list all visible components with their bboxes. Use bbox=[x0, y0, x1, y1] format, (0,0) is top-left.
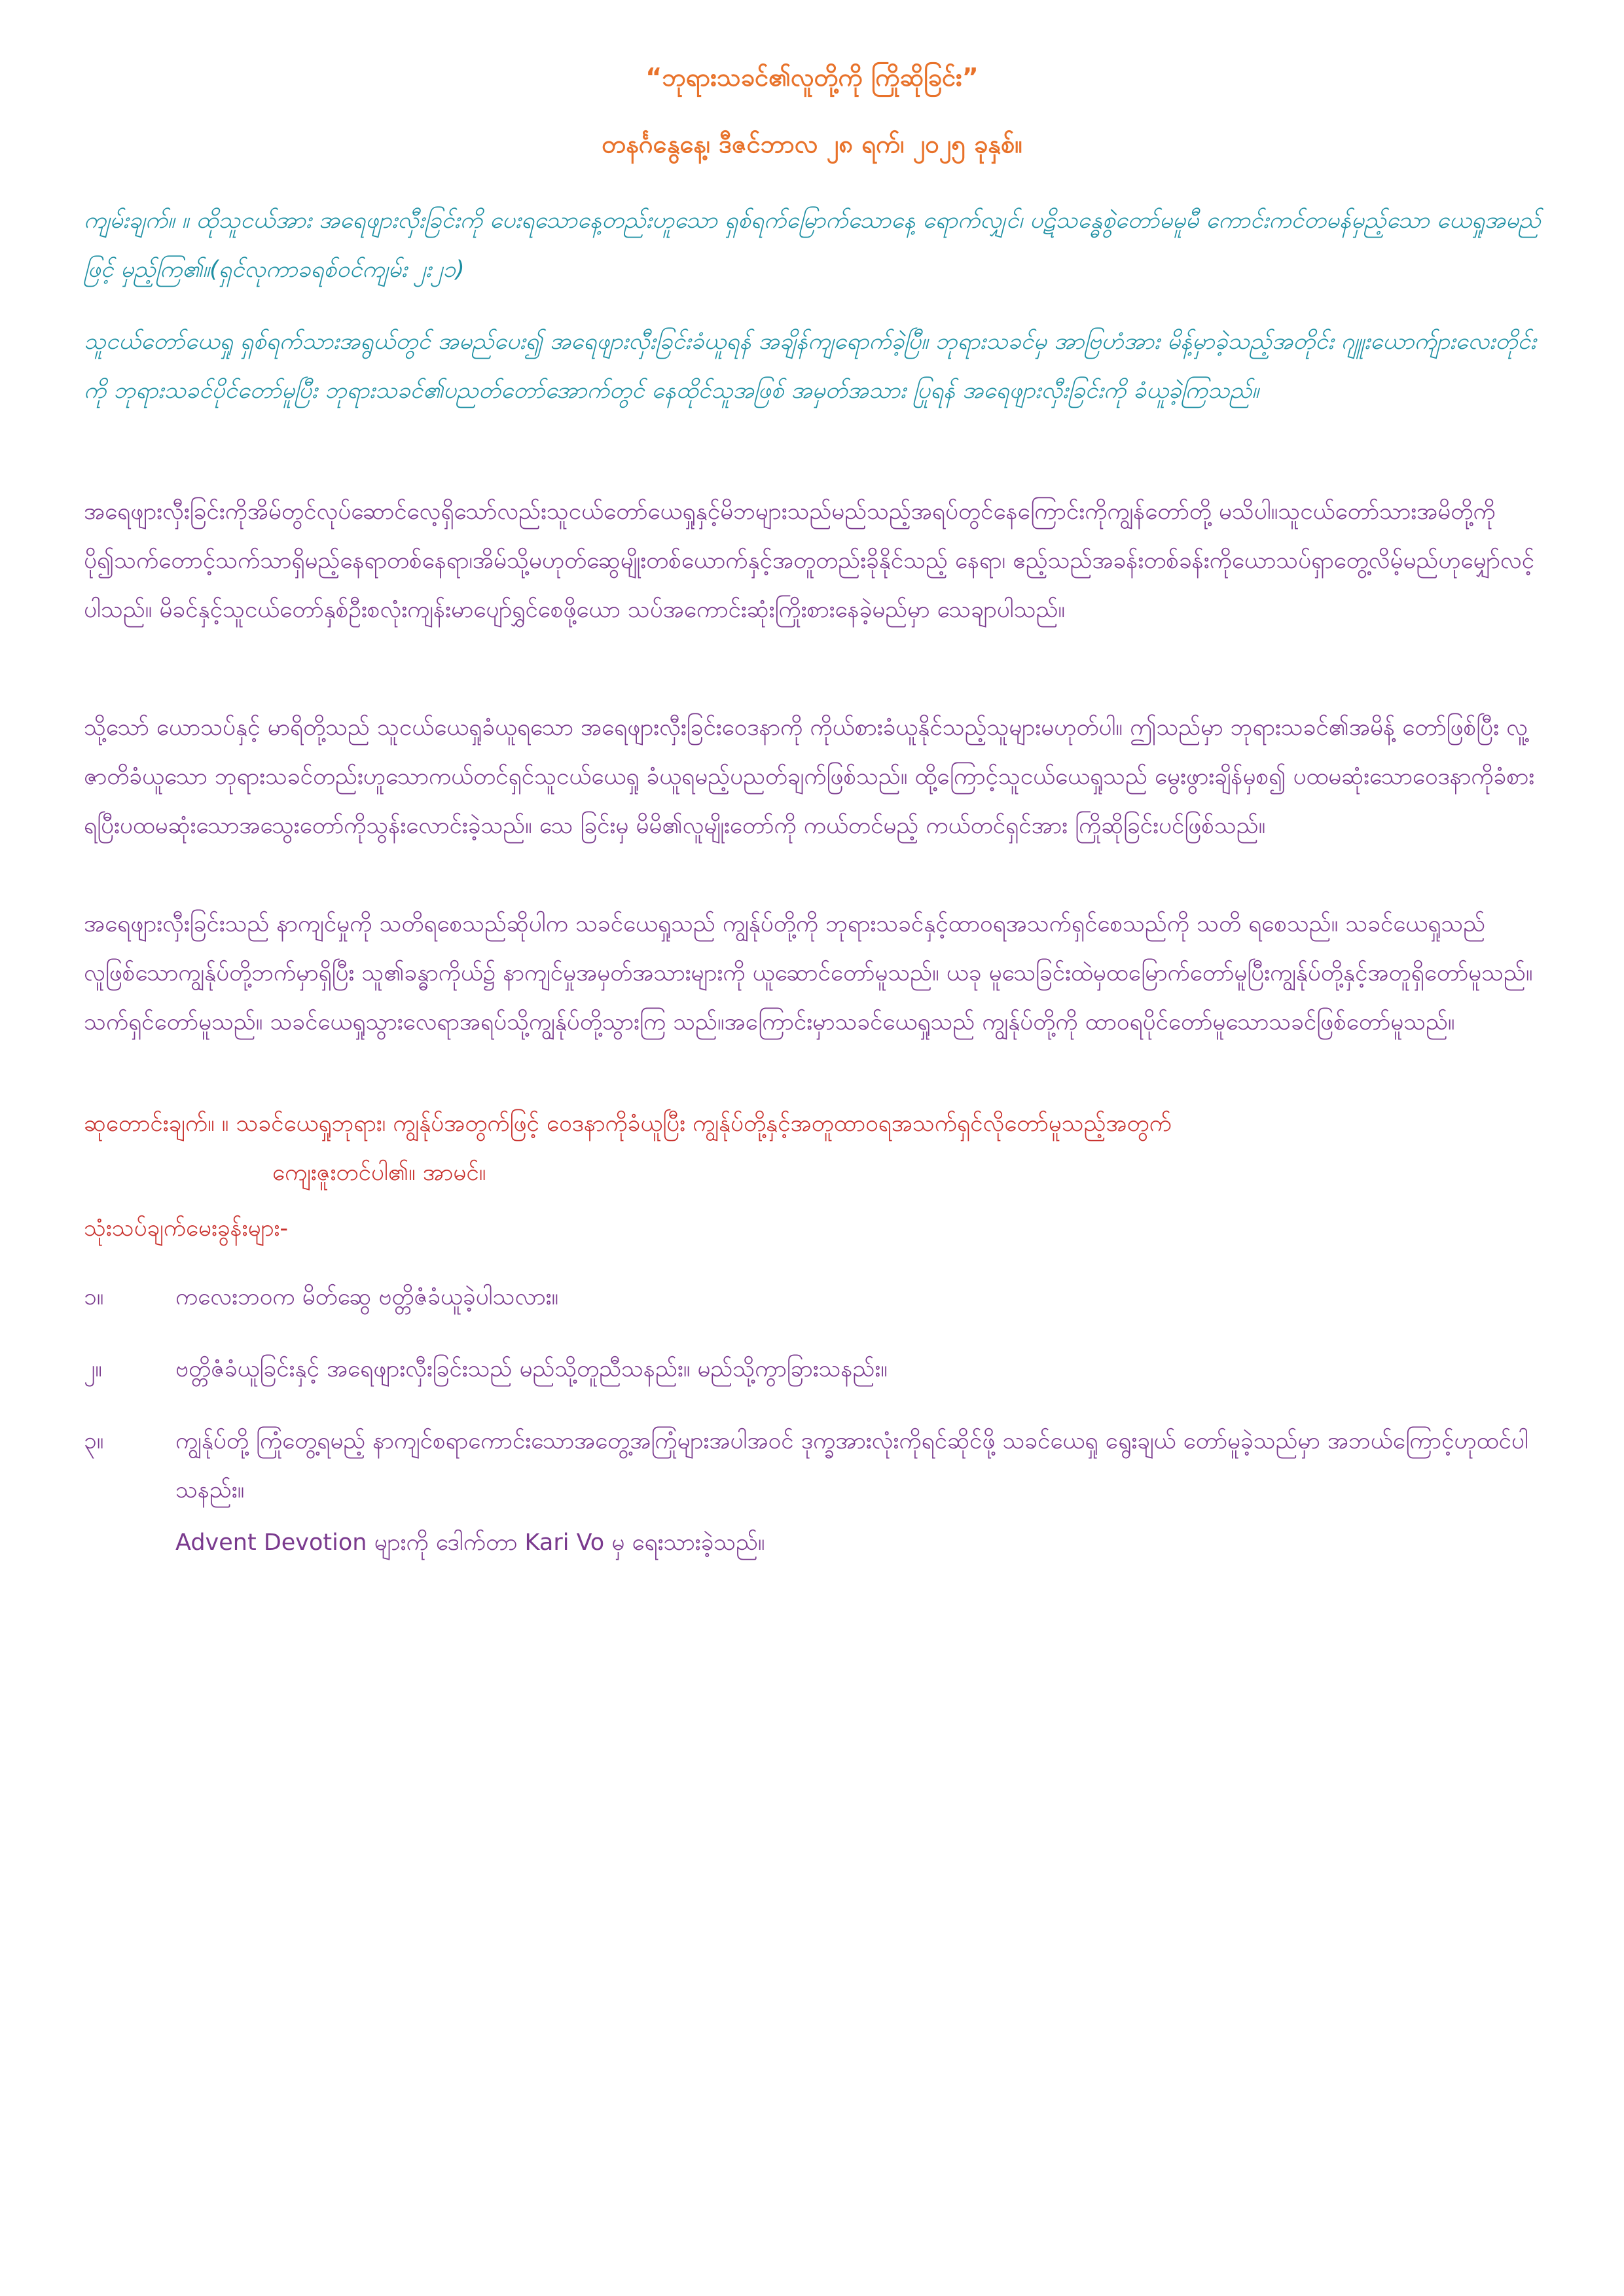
prayer-line-1: ဆုတောင်းချက်။ ။ သခင်ယေရှုဘုရား၊ ကျွန်ုပ်အတွက်ဖြင့် ဝေဒနာကိုခံယူပြီး ကျွန်ုပ်တို့နှင့်အတူထာဝရအသက်ရှင်လိုတော်မူသည့်အတွက် bbox=[84, 1111, 1172, 1137]
scripture-paragraph: ကျမ်းချက်။ ။ ထိုသူငယ်အား အရေဖျားလှီးခြင်းကို ပေးရသောနေ့တည်းဟူသော ရှစ်ရက်မြောက်သောနေ့ ရောက်လျှင်၊ ပဋိသန္ဓေစွဲတော်မမူမီ ကောင်းကင်တမန်မှည့်သော ယေရှုအမည်ဖြင့် မှည့်ကြ၏။(ရှင်လုကာခရစ်ဝင်ကျမ်း ၂း၂၁) bbox=[84, 207, 1542, 283]
questions-heading: သုံးသပ်ချက်မေးခွန်းများ- bbox=[84, 1215, 289, 1242]
intro-paragraph: သူငယ်တော်ယေရှု ရှစ်ရက်သားအရွယ်တွင် အမည်ပေး၍ အရေဖျားလှီးခြင်းခံယူရန် အချိန်ကျရောက်ခဲ့ပြီ။ ဘုရားသခင်မှ အာဗြဟံအား မိန့်မှာခဲ့သည့်အတိုင်း ဂျူးယောက်ျားလေးတိုင်းကို ဘုရားသခင်ပိုင်တော်မူပြီး ဘုရားသခင်၏ပညတ်တော်အောက်တွင် နေထိုင်သူအဖြစ် အမှတ်အသား ပြုရန် အရေဖျားလှီးခြင်းကို ခံယူခဲ့ကြသည်။ bbox=[84, 329, 1536, 404]
prayer-paragraph bbox=[84, 1100, 1541, 1198]
body-paragraph-3: အရေဖျားလှီးခြင်းသည် နာကျင်မှုကို သတိရစေသည်ဆိုပါက သခင်ယေရှုသည် ကျွန်ုပ်တို့ကို ဘုရားသခင်နှင့်ထာဝရအသက်ရှင်စေသည်ကို သတိ ရစေသည်။ သခင်ယေရှုသည် လူဖြစ်သောကျွန်ုပ်တို့ဘက်မှာရှိပြီး သူ၏ခန္ဓာကိုယ်၌ နာကျင်မှုအမှတ်အသားများကို ယူဆောင်တော်မူသည်။ ယခု မူသေခြင်းထဲမှထမြောက်တော်မူပြီးကျွန်ုပ်တို့နှင့်အတူရှိတော်မူသည်။ သက်ရှင်တော်မူသည်။ သခင်ယေရှုသွားလေရာအရပ်သို့ကျွန်ုပ်တို့သွားကြ သည်။အကြောင်းမှာသခင်ယေရှုသည် ကျွန်ုပ်တို့ကို ထာဝရပိုင်တော်မူသောသခင်ဖြစ်တော်မူသည်။ bbox=[84, 911, 1533, 1035]
question-text: ကျွန်ုပ်တို့ ကြုံတွေ့ရမည့် နာကျင်စရာကောင်းသောအတွေ့အကြုံများအပါအဝင် ဒုက္ခအားလုံးကိုရင်ဆိုင်ဖို့ သခင်ယေရှု ရွေးချယ် တော်မူခဲ့သည်မှာ အဘယ်ကြောင့်ဟုထင်ပါသနည်း။ bbox=[175, 1428, 1528, 1503]
question-text: ဗတ္တိဇံခံယူခြင်းနှင့် အရေဖျားလှီးခြင်းသည် မည်သို့တူညီသနည်း။ မည်သို့ကွာခြားသနည်း။ bbox=[175, 1356, 888, 1382]
prayer-line-2: ကျေးဇူးတင်ပါ၏။ အာမင်။ bbox=[272, 1160, 486, 1186]
body-paragraph-2: သို့သော် ယောသပ်နှင့် မာရိတို့သည် သူငယ်ယေရှုခံယူရသော အရေဖျားလှီးခြင်းဝေဒနာကို ကိုယ်စားခံယူနိုင်သည့်သူများမဟုတ်ပါ။ ဤသည်မှာ ဘုရားသခင်၏အမိန့် တော်ဖြစ်ပြီး လူ့ဇာတိခံယူသော ဘုရားသခင်တည်းဟူသောကယ်တင်ရှင်သူငယ်ယေရှု ခံယူရမည့်ပညတ်ချက်ဖြစ်သည်။ ထို့ကြောင့်သူငယ်ယေရှုသည် မွေးဖွားချိန်မှစ၍ ပထမဆုံးသောဝေဒနာကိုခံစားရပြီးပထမဆုံးသောအသွေးတော်ကိုသွန်းလောင်းခဲ့သည်။ သေ ခြင်းမှ မိမိ၏လူမျိုးတော်ကို ကယ်တင်မည့် ကယ်တင်ရှင်အား ကြိုဆိုခြင်းပင်ဖြစ်သည်။ bbox=[84, 715, 1535, 839]
question-number: ၂။ bbox=[84, 1356, 102, 1382]
document-title: “ဘုရားသခင်၏လူတို့ကို ကြိုဆိုခြင်း” bbox=[645, 63, 979, 92]
question-number: ၃။ bbox=[84, 1428, 104, 1454]
body-paragraph-1: အရေဖျားလှီးခြင်းကိုအိမ်တွင်လုပ်ဆောင်လေ့ရှိသော်လည်းသူငယ်တော်ယေရှုနှင့်မိဘများသည်မည်သည့်အရပ်တွင်နေကြောင်းကိုကျွန်တော်တို့ မသိပါ။သူငယ်တော်သားအမိတို့ကိုပို၍သက်တောင့်သက်သာရှိမည့်နေရာတစ်နေရာ၊အိမ်သို့မဟုတ်ဆွေမျိုးတစ်ယောက်နှင့်အတူတည်းခိုနိုင်သည့် နေရာ၊ ဧည့်သည်အခန်းတစ်ခန်းကိုယောသပ်ရှာတွေ့လိမ့်မည်ဟုမျှော်လင့်ပါသည်။ မိခင်နှင့်သူငယ်တော်နှစ်ဦးစလုံးကျန်းမာပျော်ရွှင်စေဖို့ယော သပ်အကောင်းဆုံးကြိုးစားနေခဲ့မည်မှာ သေချာပါသည်။ bbox=[84, 499, 1535, 623]
author-credit: Advent Devotion များကို ဒေါက်တာ Kari Vo မှ ရေးသားခဲ့သည်။ bbox=[175, 1530, 765, 1556]
document-date: တနင်္ဂနွေနေ့၊ ဒီဇင်ဘာလ ၂၈ ရက်၊ ၂၀၂၅ ခုနှစ်။ bbox=[602, 130, 1022, 158]
question-number: ၁။ bbox=[84, 1284, 104, 1310]
question-text: ကလေးဘဝက မိတ်ဆွေ ဗတ္တိဇံခံယူခဲ့ပါသလား။ bbox=[175, 1284, 559, 1310]
